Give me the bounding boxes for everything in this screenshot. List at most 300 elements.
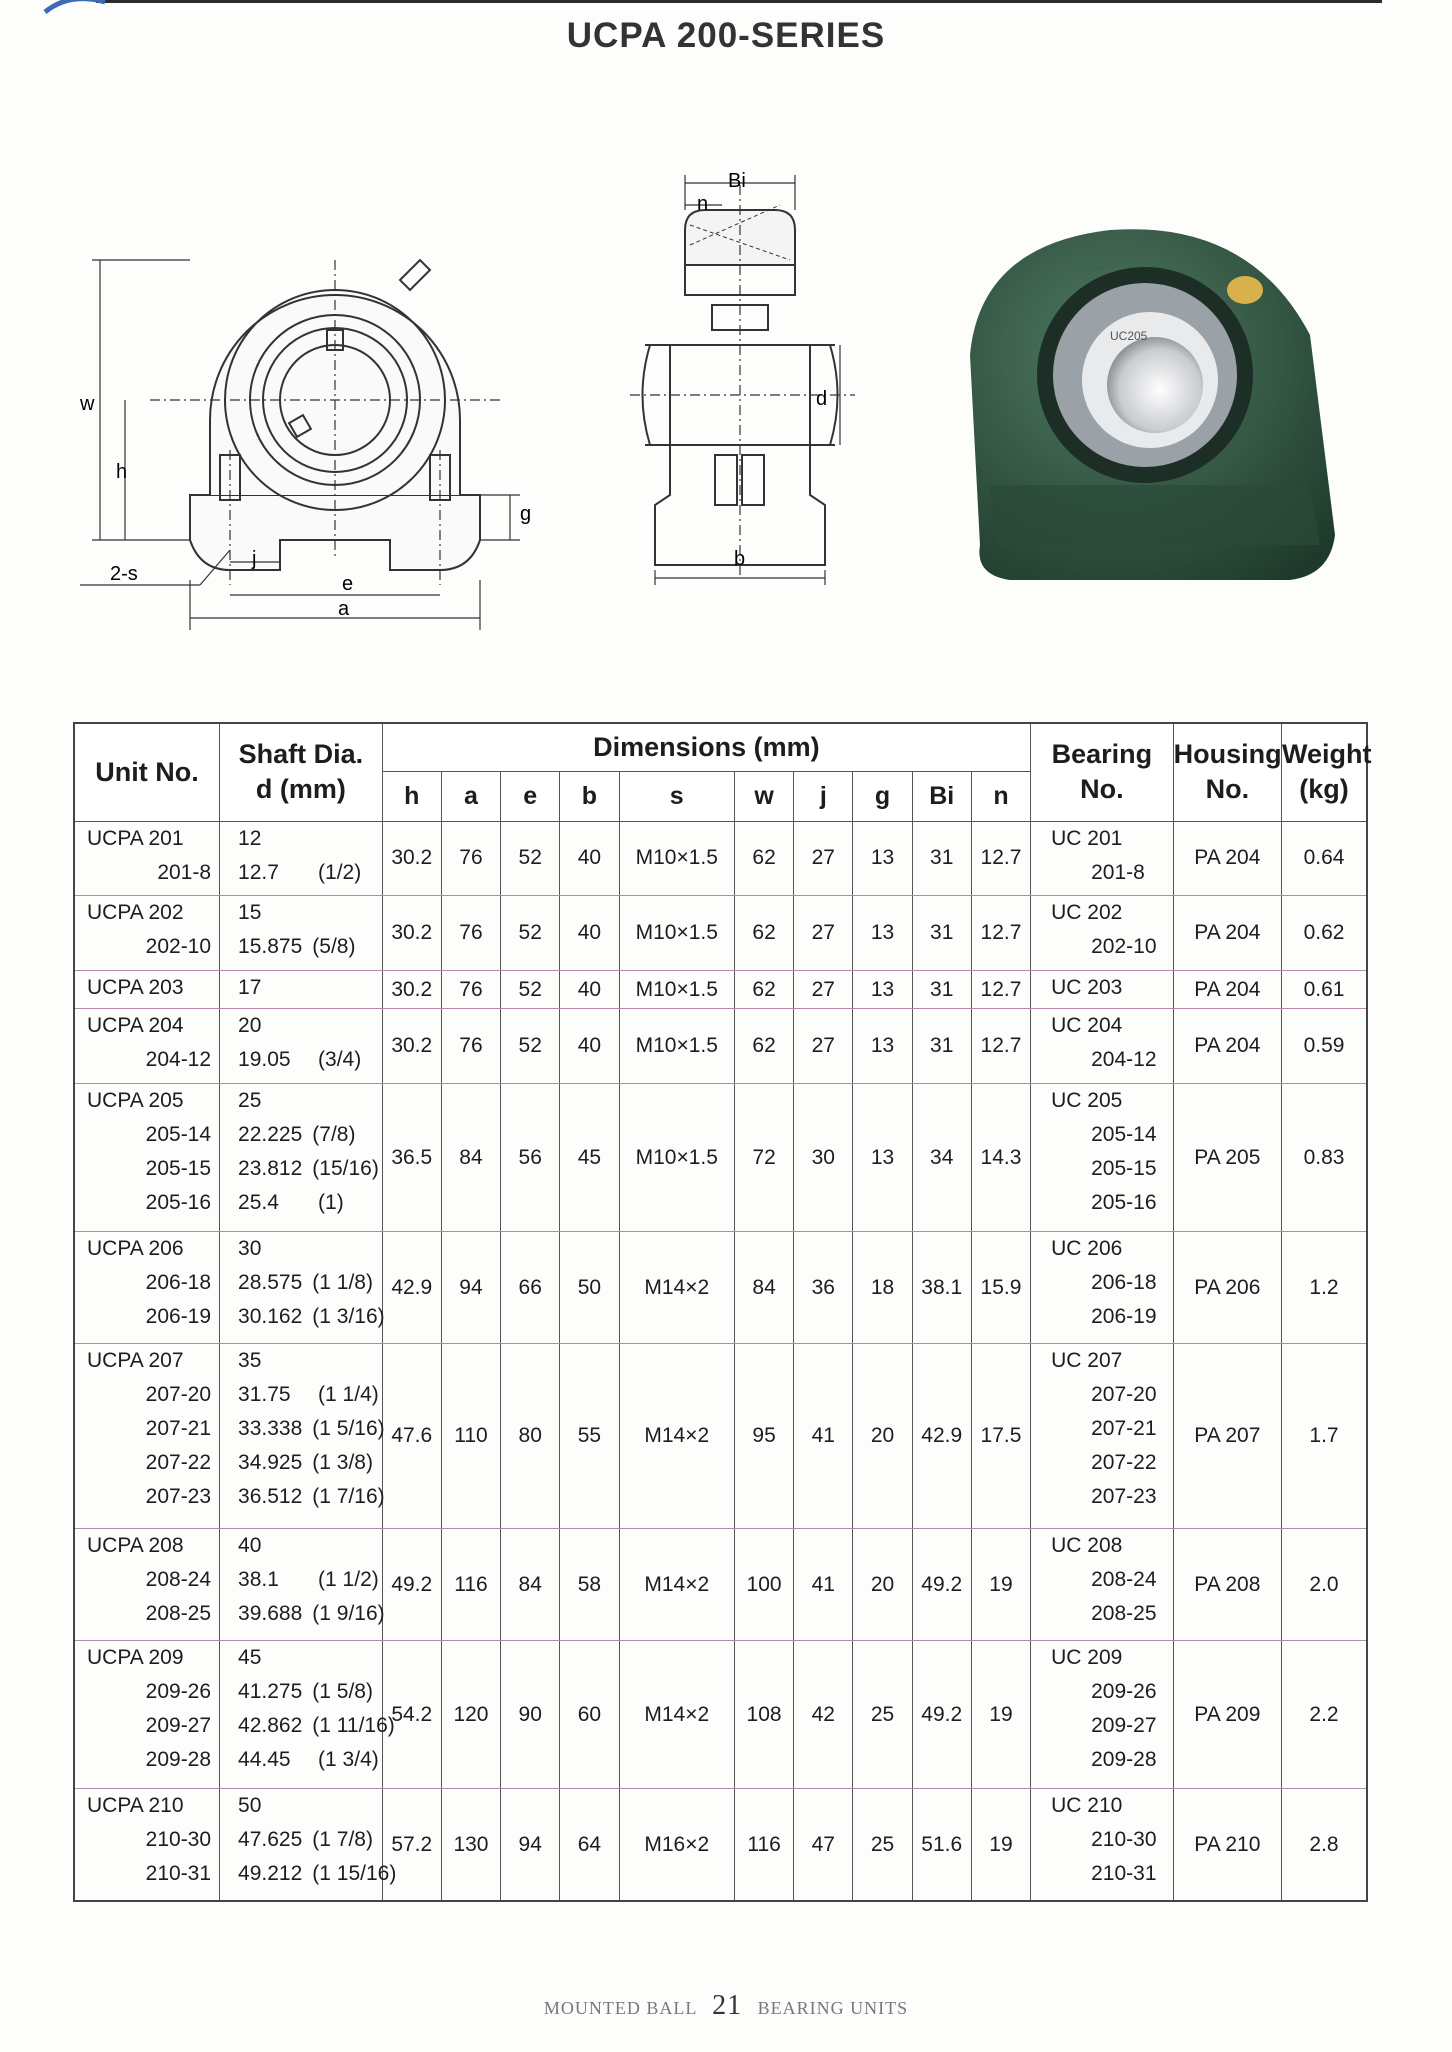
- shaft-dia-mm: 30.162: [238, 1305, 303, 1329]
- dim-g-cell: 13: [853, 896, 912, 971]
- dim-w-cell: 72: [734, 1083, 793, 1231]
- dim-b-label: b: [734, 548, 746, 570]
- unit-no: UCPA 202: [87, 901, 184, 925]
- dim-w-cell: 100: [734, 1529, 793, 1641]
- dim-a-cell: 120: [441, 1640, 500, 1788]
- dim-g-cell: 13: [853, 1083, 912, 1231]
- unit-no-cell: [74, 896, 220, 971]
- dim-g-cell: 13: [853, 971, 912, 1009]
- unit-no-cell: [74, 821, 220, 896]
- dim-b-cell: 60: [560, 1640, 619, 1788]
- bearing-no: 208-25: [1091, 1602, 1157, 1626]
- bearing-no: 209-28: [1091, 1747, 1157, 1771]
- unit-no: 207-21: [145, 1416, 212, 1440]
- unit-no-cell: [74, 1232, 220, 1344]
- shaft-dia-inch: (1): [318, 1190, 344, 1214]
- shaft-dia-mm: 17: [238, 976, 262, 1000]
- weight-cell: 0.83: [1282, 1083, 1367, 1231]
- bearing-no: 207-23: [1091, 1484, 1157, 1508]
- dim-s-cell: M10×1.5: [619, 1083, 734, 1231]
- housing-no-cell: PA 207: [1173, 1343, 1281, 1528]
- weight-cell: 1.2: [1282, 1232, 1367, 1344]
- bearing-no: 209-26: [1091, 1679, 1157, 1703]
- bearing-no: UC 203: [1051, 976, 1123, 1000]
- unit-no-cell: [74, 1640, 220, 1788]
- unit-no: 210-31: [145, 1862, 212, 1886]
- unit-no: 208-24: [145, 1568, 212, 1592]
- shaft-dia-inch: (1 7/8): [312, 1828, 373, 1852]
- dim-e-cell: 52: [501, 1008, 560, 1083]
- dim-d-label: d: [816, 388, 828, 410]
- dim-n-cell: 19: [971, 1789, 1030, 1901]
- dim-j-cell: 47: [794, 1789, 853, 1901]
- shaft-dia-inch: (1 7/16): [312, 1484, 385, 1508]
- dim-b-cell: 58: [560, 1529, 619, 1641]
- bearing-no: 205-14: [1091, 1122, 1157, 1146]
- bearing-no: 205-15: [1091, 1156, 1157, 1180]
- shaft-dia-mm: 40: [238, 1534, 262, 1558]
- bearing-no: UC 204: [1051, 1013, 1123, 1037]
- housing-no-cell: PA 204: [1173, 1008, 1281, 1083]
- dim-bi-cell: 31: [912, 1008, 971, 1083]
- shaft-dia-cell: [220, 896, 383, 971]
- table-row: [74, 1083, 1367, 1231]
- table-row: [74, 1008, 1367, 1083]
- bearing-no-cell: [1031, 1232, 1174, 1344]
- dim-b-cell: 40: [560, 1008, 619, 1083]
- dim-h-cell: 30.2: [382, 1008, 441, 1083]
- dim-g-cell: 13: [853, 1008, 912, 1083]
- dim-h-cell: 42.9: [382, 1232, 441, 1344]
- weight-cell: 0.64: [1282, 821, 1367, 896]
- photo-insert-text: UC205: [1110, 329, 1148, 343]
- shaft-dia-inch: (1 3/8): [312, 1450, 373, 1474]
- shaft-dia-cell: [220, 1232, 383, 1344]
- shaft-dia-cell: [220, 1640, 395, 1788]
- shaft-dia-mm: 12.7: [238, 860, 279, 884]
- unit-no: 207-20: [145, 1382, 212, 1406]
- shaft-dia-mm: 45: [238, 1645, 262, 1669]
- shaft-dia-cell: [220, 821, 383, 896]
- bearing-no: UC 208: [1051, 1534, 1123, 1558]
- table-row: [74, 896, 1367, 971]
- unit-no: 210-30: [145, 1828, 212, 1852]
- table-row: [74, 1789, 1367, 1901]
- dim-w-cell: 62: [734, 971, 793, 1009]
- unit-no: 207-23: [145, 1484, 212, 1508]
- photo-brand-text: KDF: [1070, 246, 1124, 276]
- dim-h-cell: 30.2: [382, 971, 441, 1009]
- dim-e-cell: 94: [501, 1789, 560, 1901]
- header-dim-s: s: [619, 771, 734, 821]
- weight-cell: 0.62: [1282, 896, 1367, 971]
- header-dim-b: b: [560, 771, 619, 821]
- shaft-dia-cell: [220, 1083, 383, 1231]
- dim-a-label: a: [338, 598, 350, 620]
- unit-no: 205-14: [145, 1122, 212, 1146]
- unit-no-cell: [74, 1343, 220, 1528]
- dim-bi-cell: 42.9: [912, 1343, 971, 1528]
- dim-e-cell: 66: [501, 1232, 560, 1344]
- bearing-no: 210-30: [1091, 1828, 1157, 1852]
- dim-w-cell: 108: [734, 1640, 793, 1788]
- header-dim-h: h: [382, 771, 441, 821]
- dim-s-cell: M16×2: [619, 1789, 734, 1901]
- table-row: [74, 1640, 1367, 1788]
- shaft-dia-mm: 35: [238, 1348, 262, 1372]
- header-shaft-dia: Shaft Dia. d (mm): [220, 723, 383, 821]
- unit-no-cell: [74, 1083, 220, 1231]
- unit-no: 201-8: [157, 860, 212, 884]
- shaft-dia-mm: 41.275: [238, 1679, 303, 1703]
- shaft-dia-inch: (15/16): [312, 1156, 379, 1180]
- header-dim-j: j: [794, 771, 853, 821]
- top-rule: [96, 0, 1382, 3]
- weight-cell: 2.2: [1282, 1640, 1367, 1788]
- dim-s-cell: M14×2: [619, 1232, 734, 1344]
- dim-h-cell: 49.2: [382, 1529, 441, 1641]
- dim-a-cell: 76: [441, 896, 500, 971]
- dim-b-cell: 45: [560, 1083, 619, 1231]
- header-housing-no: Housing No.: [1173, 723, 1281, 821]
- weight-cell: 2.0: [1282, 1529, 1367, 1641]
- dim-s-cell: M10×1.5: [619, 821, 734, 896]
- dim-n-cell: 12.7: [971, 1008, 1030, 1083]
- bearing-no: UC 201: [1051, 826, 1123, 850]
- unit-no-cell: [74, 1789, 220, 1901]
- dim-e-cell: 80: [501, 1343, 560, 1528]
- housing-no-cell: PA 204: [1173, 971, 1281, 1009]
- shaft-dia-mm: 20: [238, 1013, 262, 1037]
- dim-g-cell: 25: [853, 1789, 912, 1901]
- shaft-dia-mm: 34.925: [238, 1450, 303, 1474]
- housing-no-cell: PA 206: [1173, 1232, 1281, 1344]
- unit-no: 204-12: [145, 1047, 212, 1071]
- unit-no: 209-26: [145, 1679, 212, 1703]
- dim-h-cell: 30.2: [382, 896, 441, 971]
- header-dim-bi: Bi: [912, 771, 971, 821]
- unit-no: 202-10: [145, 935, 212, 959]
- table-row: [74, 971, 1367, 1009]
- dim-b-cell: 55: [560, 1343, 619, 1528]
- dim-a-cell: 76: [441, 971, 500, 1009]
- bearing-no: 201-8: [1091, 860, 1145, 884]
- dim-n-cell: 12.7: [971, 971, 1030, 1009]
- header-dim-a: a: [441, 771, 500, 821]
- dim-j-cell: 36: [794, 1232, 853, 1344]
- shaft-dia-cell: [220, 1529, 383, 1641]
- header-dim-e: e: [501, 771, 560, 821]
- shaft-dia-inch: (3/4): [318, 1047, 362, 1071]
- dim-w-cell: 62: [734, 896, 793, 971]
- shaft-dia-inch: (1 3/4): [318, 1747, 379, 1771]
- dim-b-cell: 50: [560, 1232, 619, 1344]
- dim-e-cell: 52: [501, 896, 560, 971]
- bearing-no-cell: [1031, 971, 1174, 1009]
- shaft-dia-mm: 28.575: [238, 1271, 303, 1295]
- shaft-dia-inch: (1 5/16): [312, 1416, 385, 1440]
- dim-w-cell: 95: [734, 1343, 793, 1528]
- bearing-no-cell: [1031, 896, 1174, 971]
- weight-cell: 0.61: [1282, 971, 1367, 1009]
- dim-w-cell: 62: [734, 1008, 793, 1083]
- shaft-dia-mm: 47.625: [238, 1828, 303, 1852]
- shaft-dia-mm: 25.4: [238, 1190, 279, 1214]
- housing-no-cell: PA 210: [1173, 1789, 1281, 1901]
- dim-g-cell: 20: [853, 1343, 912, 1528]
- bearing-no: 202-10: [1091, 935, 1157, 959]
- page-title: UCPA 200-SERIES: [566, 16, 886, 55]
- housing-no-cell: PA 204: [1173, 896, 1281, 971]
- shaft-dia-inch: (1 9/16): [312, 1602, 385, 1626]
- shaft-dia-cell: [220, 1343, 383, 1528]
- shaft-dia-mm: 50: [238, 1794, 262, 1818]
- unit-no: 207-22: [145, 1450, 212, 1474]
- bearing-no-cell: [1031, 821, 1174, 896]
- dim-bi-cell: 34: [912, 1083, 971, 1231]
- weight-cell: 0.59: [1282, 1008, 1367, 1083]
- shaft-dia-mm: 23.812: [238, 1156, 303, 1180]
- dim-n-cell: 12.7: [971, 896, 1030, 971]
- dim-n-cell: 12.7: [971, 821, 1030, 896]
- bearing-no: UC 205: [1051, 1088, 1123, 1112]
- dim-g-cell: 25: [853, 1640, 912, 1788]
- dim-a-cell: 76: [441, 1008, 500, 1083]
- table-row: [74, 1343, 1367, 1528]
- shaft-dia-mm: 22.225: [238, 1122, 303, 1146]
- unit-no: 208-25: [145, 1602, 212, 1626]
- unit-no: UCPA 209: [87, 1645, 184, 1669]
- dim-w-label: w: [80, 393, 95, 415]
- unit-no: 205-15: [145, 1156, 212, 1180]
- dim-n-cell: 19: [971, 1529, 1030, 1641]
- dim-g-cell: 20: [853, 1529, 912, 1641]
- bearing-no: 206-19: [1091, 1305, 1157, 1329]
- bearing-no: UC 206: [1051, 1237, 1123, 1261]
- page-footer: [0, 1990, 1452, 2022]
- dim-e-cell: 84: [501, 1529, 560, 1641]
- dim-n-cell: 19: [971, 1640, 1030, 1788]
- unit-no: UCPA 204: [87, 1013, 184, 1037]
- housing-no-cell: PA 205: [1173, 1083, 1281, 1231]
- dim-e-cell: 52: [501, 971, 560, 1009]
- dim-s-cell: M14×2: [619, 1529, 734, 1641]
- housing-no-cell: PA 209: [1173, 1640, 1281, 1788]
- shaft-dia-inch: (1 1/2): [318, 1568, 379, 1592]
- unit-no: UCPA 205: [87, 1088, 184, 1112]
- bearing-no-cell: [1031, 1008, 1174, 1083]
- dim-e-label: e: [342, 573, 354, 595]
- unit-no-cell: [74, 1008, 220, 1083]
- table-row: [74, 821, 1367, 896]
- unit-no: 205-16: [145, 1190, 212, 1214]
- dim-n-cell: 14.3: [971, 1083, 1030, 1231]
- unit-no-cell: [74, 971, 220, 1009]
- bearing-no: 207-21: [1091, 1416, 1157, 1440]
- bearing-no-cell: [1031, 1083, 1174, 1231]
- dim-bi-cell: 31: [912, 971, 971, 1009]
- dim-j-label: j: [252, 548, 257, 570]
- unit-no: UCPA 208: [87, 1534, 184, 1558]
- dim-g-cell: 13: [853, 821, 912, 896]
- shaft-dia-mm: 39.688: [238, 1602, 303, 1626]
- dim-a-cell: 116: [441, 1529, 500, 1641]
- footer-left-text: MOUNTED BALL: [543, 1998, 697, 2018]
- header-dimensions: Dimensions (mm): [382, 723, 1030, 771]
- header-dim-g: g: [853, 771, 912, 821]
- shaft-dia-mm: 38.1: [238, 1568, 279, 1592]
- shaft-dia-inch: (5/8): [312, 935, 356, 959]
- header-weight: Weight (kg): [1282, 723, 1367, 821]
- dim-a-cell: 130: [441, 1789, 500, 1901]
- dim-w-cell: 62: [734, 821, 793, 896]
- dim-j-cell: 41: [794, 1529, 853, 1641]
- bearing-no: 210-31: [1091, 1862, 1157, 1886]
- dim-h-cell: 30.2: [382, 821, 441, 896]
- shaft-dia-cell: [220, 971, 383, 1009]
- dim-bi-cell: 49.2: [912, 1529, 971, 1641]
- dim-bi-cell: 38.1: [912, 1232, 971, 1344]
- shaft-dia-inch: (1/2): [318, 860, 362, 884]
- shaft-dia-inch: (1 1/8): [312, 1271, 373, 1295]
- dim-a-cell: 110: [441, 1343, 500, 1528]
- shaft-dia-mm: 12: [238, 826, 262, 850]
- shaft-dia-mm: 44.45: [238, 1747, 291, 1771]
- dim-g-cell: 18: [853, 1232, 912, 1344]
- side-view-drawing: [630, 165, 860, 585]
- shaft-dia-cell: [220, 1008, 383, 1083]
- dim-j-cell: 27: [794, 1008, 853, 1083]
- bearing-no-cell: [1031, 1640, 1174, 1788]
- header-unit-no: Unit No.: [74, 723, 220, 821]
- dim-j-cell: 27: [794, 896, 853, 971]
- table-row: [74, 1232, 1367, 1344]
- dim-h-cell: 54.2: [382, 1640, 441, 1788]
- dim-s-cell: M14×2: [619, 1343, 734, 1528]
- dim-j-cell: 30: [794, 1083, 853, 1231]
- dim-j-cell: 27: [794, 971, 853, 1009]
- dim-a-cell: 94: [441, 1232, 500, 1344]
- dim-s-label: 2-s: [110, 563, 138, 585]
- header-dim-n: n: [971, 771, 1030, 821]
- bearing-no: 207-20: [1091, 1382, 1157, 1406]
- unit-no: UCPA 201: [87, 826, 184, 850]
- dim-a-cell: 76: [441, 821, 500, 896]
- dim-n-label: n: [697, 193, 709, 215]
- dim-bi-cell: 51.6: [912, 1789, 971, 1901]
- dim-b-cell: 40: [560, 821, 619, 896]
- housing-no-cell: PA 204: [1173, 821, 1281, 896]
- weight-cell: 1.7: [1282, 1343, 1367, 1528]
- header-dim-w: w: [734, 771, 793, 821]
- unit-no: 206-18: [145, 1271, 212, 1295]
- bearing-no: 206-18: [1091, 1271, 1157, 1295]
- dim-bi-cell: 31: [912, 896, 971, 971]
- bearing-no: 205-16: [1091, 1190, 1157, 1214]
- unit-no: 209-27: [145, 1713, 212, 1737]
- shaft-dia-inch: (1 3/16): [312, 1305, 385, 1329]
- dim-b-cell: 40: [560, 896, 619, 971]
- dim-bi-cell: 31: [912, 821, 971, 896]
- bearing-no: UC 202: [1051, 901, 1123, 925]
- shaft-dia-mm: 42.862: [238, 1713, 303, 1737]
- shaft-dia-mm: 49.212: [238, 1862, 303, 1886]
- weight-cell: 2.8: [1282, 1789, 1367, 1901]
- bearing-no-cell: [1031, 1343, 1174, 1528]
- shaft-dia-cell: [220, 1789, 397, 1901]
- table-row: [74, 1529, 1367, 1641]
- bearing-no-cell: [1031, 1529, 1174, 1641]
- dim-h-cell: 57.2: [382, 1789, 441, 1901]
- shaft-dia-inch: (1 15/16): [312, 1862, 397, 1886]
- bearing-no: UC 207: [1051, 1348, 1123, 1372]
- product-photo: [950, 215, 1340, 595]
- spec-table: [73, 722, 1372, 1902]
- dim-e-cell: 56: [501, 1083, 560, 1231]
- shaft-dia-mm: 30: [238, 1237, 262, 1261]
- dim-a-cell: 84: [441, 1083, 500, 1231]
- dim-bi-cell: 49.2: [912, 1640, 971, 1788]
- unit-no: 206-19: [145, 1305, 212, 1329]
- header-bearing-no: Bearing No.: [1031, 723, 1174, 821]
- dim-b-cell: 40: [560, 971, 619, 1009]
- unit-no: UCPA 210: [87, 1794, 184, 1818]
- unit-no: UCPA 203: [87, 976, 184, 1000]
- shaft-dia-mm: 25: [238, 1088, 262, 1112]
- shaft-dia-mm: 15.875: [238, 935, 303, 959]
- housing-no-cell: PA 208: [1173, 1529, 1281, 1641]
- shaft-dia-inch: (1 11/16): [312, 1713, 395, 1737]
- dim-h-label: h: [116, 461, 128, 483]
- front-view-drawing: [80, 230, 540, 630]
- dim-g-label: g: [520, 503, 532, 525]
- shaft-dia-mm: 15: [238, 901, 262, 925]
- bearing-no: 208-24: [1091, 1568, 1157, 1592]
- dim-j-cell: 27: [794, 821, 853, 896]
- dim-j-cell: 41: [794, 1343, 853, 1528]
- dim-s-cell: M10×1.5: [619, 896, 734, 971]
- bearing-no: 209-27: [1091, 1713, 1157, 1737]
- dim-n-cell: 17.5: [971, 1343, 1030, 1528]
- dim-s-cell: M10×1.5: [619, 971, 734, 1009]
- dim-s-cell: M10×1.5: [619, 1008, 734, 1083]
- shaft-dia-mm: 33.338: [238, 1416, 303, 1440]
- dim-bi-label: Bi: [728, 170, 746, 192]
- shaft-dia-mm: 36.512: [238, 1484, 303, 1508]
- bearing-no: 204-12: [1091, 1047, 1157, 1071]
- dim-h-cell: 36.5: [382, 1083, 441, 1231]
- dim-w-cell: 116: [734, 1789, 793, 1901]
- dim-n-cell: 15.9: [971, 1232, 1030, 1344]
- page-number: 21: [712, 1990, 743, 2021]
- dim-s-cell: M14×2: [619, 1640, 734, 1788]
- shaft-dia-mm: 19.05: [238, 1047, 291, 1071]
- shaft-dia-inch: (1 1/4): [318, 1382, 379, 1406]
- dim-e-cell: 90: [501, 1640, 560, 1788]
- shaft-dia-inch: (1 5/8): [312, 1679, 373, 1703]
- dim-h-cell: 47.6: [382, 1343, 441, 1528]
- bearing-no: 207-22: [1091, 1450, 1157, 1474]
- bearing-no-cell: [1031, 1789, 1174, 1901]
- dim-b-cell: 64: [560, 1789, 619, 1901]
- unit-no: UCPA 207: [87, 1348, 184, 1372]
- bearing-no: UC 210: [1051, 1794, 1123, 1818]
- dim-e-cell: 52: [501, 821, 560, 896]
- footer-right-text: BEARING UNITS: [757, 1998, 909, 2018]
- unit-no: 209-28: [145, 1747, 212, 1771]
- shaft-dia-inch: (7/8): [312, 1122, 356, 1146]
- dim-j-cell: 42: [794, 1640, 853, 1788]
